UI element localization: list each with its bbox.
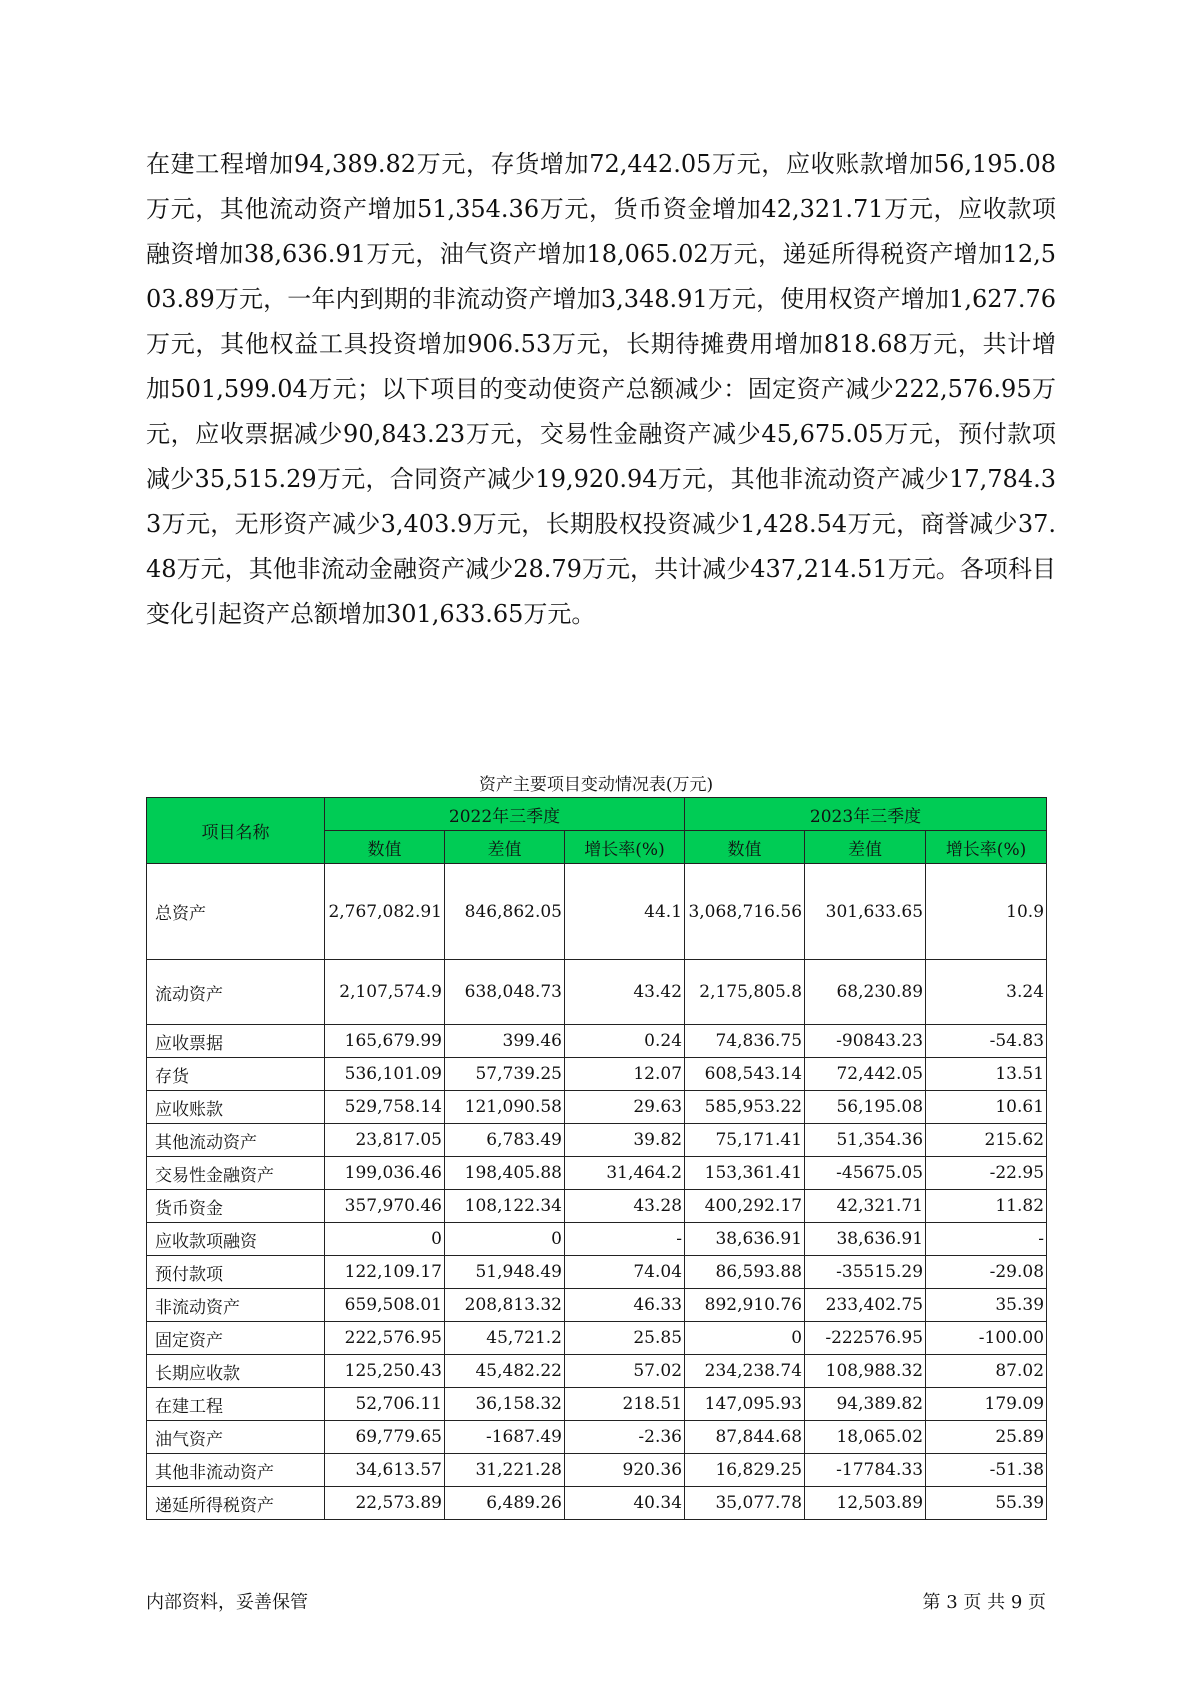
cell-value-2023: 400,292.17 bbox=[685, 1190, 805, 1223]
cell-growth-2022: 920.36 bbox=[565, 1454, 685, 1487]
cell-diff-2023: 18,065.02 bbox=[805, 1421, 926, 1454]
cell-diff-2023: -17784.33 bbox=[805, 1454, 926, 1487]
cell-growth-2022: 218.51 bbox=[565, 1388, 685, 1421]
cell-diff-2022: 51,948.49 bbox=[445, 1256, 565, 1289]
table-row bbox=[147, 1454, 1047, 1487]
cell-diff-2022: 31,221.28 bbox=[445, 1454, 565, 1487]
cell-value-2022: 536,101.09 bbox=[325, 1058, 445, 1091]
header-diff-2023: 差值 bbox=[805, 831, 926, 864]
cell-value-2023: 0 bbox=[685, 1322, 805, 1355]
cell-diff-2022: 121,090.58 bbox=[445, 1091, 565, 1124]
cell-growth-2023: 215.62 bbox=[926, 1124, 1047, 1157]
cell-growth-2022: 43.42 bbox=[565, 960, 685, 1025]
cell-growth-2022: 31,464.2 bbox=[565, 1157, 685, 1190]
cell-diff-2023: 108,988.32 bbox=[805, 1355, 926, 1388]
cell-growth-2023: 10.9 bbox=[926, 864, 1047, 960]
cell-diff-2022: 6,489.26 bbox=[445, 1487, 565, 1520]
table-row bbox=[147, 1025, 1047, 1058]
cell-growth-2023: 87.02 bbox=[926, 1355, 1047, 1388]
cell-growth-2022: 46.33 bbox=[565, 1289, 685, 1322]
cell-growth-2023: 10.61 bbox=[926, 1091, 1047, 1124]
cell-item-name: 其他流动资产 bbox=[147, 1124, 325, 1157]
cell-value-2022: 357,970.46 bbox=[325, 1190, 445, 1223]
cell-value-2022: 23,817.05 bbox=[325, 1124, 445, 1157]
cell-diff-2022: 638,048.73 bbox=[445, 960, 565, 1025]
cell-diff-2023: 233,402.75 bbox=[805, 1289, 926, 1322]
table-row bbox=[147, 1058, 1047, 1091]
header-value-2023: 数值 bbox=[685, 831, 805, 864]
table-row bbox=[147, 1157, 1047, 1190]
cell-growth-2023: 35.39 bbox=[926, 1289, 1047, 1322]
cell-growth-2023: 55.39 bbox=[926, 1487, 1047, 1520]
cell-item-name: 交易性金融资产 bbox=[147, 1157, 325, 1190]
cell-diff-2023: -35515.29 bbox=[805, 1256, 926, 1289]
cell-diff-2023: -222576.95 bbox=[805, 1322, 926, 1355]
cell-growth-2022: 39.82 bbox=[565, 1124, 685, 1157]
cell-growth-2022: 12.07 bbox=[565, 1058, 685, 1091]
cell-growth-2023: 11.82 bbox=[926, 1190, 1047, 1223]
footer-page-number: 第 3 页 共 9 页 bbox=[922, 1592, 1046, 1613]
cell-diff-2022: 45,721.2 bbox=[445, 1322, 565, 1355]
table-row bbox=[147, 1487, 1047, 1520]
cell-value-2022: 52,706.11 bbox=[325, 1388, 445, 1421]
cell-diff-2023: -90843.23 bbox=[805, 1025, 926, 1058]
cell-growth-2023: -29.08 bbox=[926, 1256, 1047, 1289]
table-row bbox=[147, 1190, 1047, 1223]
cell-diff-2023: 94,389.82 bbox=[805, 1388, 926, 1421]
cell-value-2022: 125,250.43 bbox=[325, 1355, 445, 1388]
cell-diff-2023: 42,321.71 bbox=[805, 1190, 926, 1223]
cell-item-name: 非流动资产 bbox=[147, 1289, 325, 1322]
cell-value-2022: 2,107,574.9 bbox=[325, 960, 445, 1025]
cell-growth-2022: 25.85 bbox=[565, 1322, 685, 1355]
cell-value-2023: 153,361.41 bbox=[685, 1157, 805, 1190]
table-row bbox=[147, 1355, 1047, 1388]
cell-item-name: 长期应收款 bbox=[147, 1355, 325, 1388]
cell-value-2023: 892,910.76 bbox=[685, 1289, 805, 1322]
cell-value-2022: 34,613.57 bbox=[325, 1454, 445, 1487]
cell-value-2023: 86,593.88 bbox=[685, 1256, 805, 1289]
cell-diff-2022: 208,813.32 bbox=[445, 1289, 565, 1322]
cell-growth-2023: 13.51 bbox=[926, 1058, 1047, 1091]
cell-diff-2022: 57,739.25 bbox=[445, 1058, 565, 1091]
cell-value-2023: 234,238.74 bbox=[685, 1355, 805, 1388]
table-row bbox=[147, 1256, 1047, 1289]
cell-value-2023: 38,636.91 bbox=[685, 1223, 805, 1256]
cell-item-name: 应收账款 bbox=[147, 1091, 325, 1124]
cell-growth-2023: 179.09 bbox=[926, 1388, 1047, 1421]
cell-growth-2023: - bbox=[926, 1223, 1047, 1256]
cell-diff-2022: 399.46 bbox=[445, 1025, 565, 1058]
cell-value-2023: 3,068,716.56 bbox=[685, 864, 805, 960]
cell-growth-2022: 57.02 bbox=[565, 1355, 685, 1388]
cell-item-name: 总资产 bbox=[147, 864, 325, 960]
cell-item-name: 在建工程 bbox=[147, 1388, 325, 1421]
cell-value-2023: 608,543.14 bbox=[685, 1058, 805, 1091]
cell-diff-2022: 36,158.32 bbox=[445, 1388, 565, 1421]
cell-item-name: 预付款项 bbox=[147, 1256, 325, 1289]
cell-diff-2023: -45675.05 bbox=[805, 1157, 926, 1190]
table-row bbox=[147, 1124, 1047, 1157]
cell-diff-2022: 198,405.88 bbox=[445, 1157, 565, 1190]
cell-item-name: 应收款项融资 bbox=[147, 1223, 325, 1256]
cell-value-2023: 74,836.75 bbox=[685, 1025, 805, 1058]
header-diff-2022: 差值 bbox=[445, 831, 565, 864]
cell-item-name: 流动资产 bbox=[147, 960, 325, 1025]
header-growth-2022: 增长率(%) bbox=[565, 831, 685, 864]
header-item-name: 项目名称 bbox=[147, 798, 325, 864]
cell-growth-2022: 44.1 bbox=[565, 864, 685, 960]
header-value-2022: 数值 bbox=[325, 831, 445, 864]
cell-diff-2022: -1687.49 bbox=[445, 1421, 565, 1454]
cell-growth-2022: - bbox=[565, 1223, 685, 1256]
table-row bbox=[147, 1289, 1047, 1322]
cell-value-2022: 222,576.95 bbox=[325, 1322, 445, 1355]
cell-item-name: 应收票据 bbox=[147, 1025, 325, 1058]
cell-value-2022: 2,767,082.91 bbox=[325, 864, 445, 960]
table-row bbox=[147, 1322, 1047, 1355]
cell-growth-2022: 74.04 bbox=[565, 1256, 685, 1289]
header-period-2022: 2022年三季度 bbox=[325, 798, 685, 831]
table-row bbox=[147, 960, 1047, 1025]
footer-confidential-note: 内部资料，妥善保管 bbox=[146, 1592, 308, 1613]
header-growth-2023: 增长率(%) bbox=[926, 831, 1047, 864]
cell-diff-2023: 12,503.89 bbox=[805, 1487, 926, 1520]
cell-item-name: 存货 bbox=[147, 1058, 325, 1091]
table-row bbox=[147, 1091, 1047, 1124]
table-row bbox=[147, 1421, 1047, 1454]
cell-value-2023: 2,175,805.8 bbox=[685, 960, 805, 1025]
cell-diff-2023: 72,442.05 bbox=[805, 1058, 926, 1091]
cell-diff-2023: 56,195.08 bbox=[805, 1091, 926, 1124]
cell-value-2023: 147,095.93 bbox=[685, 1388, 805, 1421]
cell-value-2022: 22,573.89 bbox=[325, 1487, 445, 1520]
cell-item-name: 其他非流动资产 bbox=[147, 1454, 325, 1487]
cell-value-2023: 87,844.68 bbox=[685, 1421, 805, 1454]
table-row bbox=[147, 864, 1047, 960]
cell-growth-2023: -54.83 bbox=[926, 1025, 1047, 1058]
cell-growth-2022: 29.63 bbox=[565, 1091, 685, 1124]
cell-diff-2023: 51,354.36 bbox=[805, 1124, 926, 1157]
asset-change-table bbox=[146, 797, 1047, 1520]
cell-growth-2023: -100.00 bbox=[926, 1322, 1047, 1355]
cell-item-name: 固定资产 bbox=[147, 1322, 325, 1355]
cell-diff-2022: 45,482.22 bbox=[445, 1355, 565, 1388]
cell-diff-2023: 301,633.65 bbox=[805, 864, 926, 960]
cell-growth-2022: 43.28 bbox=[565, 1190, 685, 1223]
table-row bbox=[147, 1388, 1047, 1421]
cell-value-2022: 659,508.01 bbox=[325, 1289, 445, 1322]
cell-value-2022: 529,758.14 bbox=[325, 1091, 445, 1124]
cell-diff-2023: 68,230.89 bbox=[805, 960, 926, 1025]
cell-growth-2022: 40.34 bbox=[565, 1487, 685, 1520]
cell-growth-2023: 3.24 bbox=[926, 960, 1047, 1025]
cell-diff-2022: 108,122.34 bbox=[445, 1190, 565, 1223]
cell-value-2022: 69,779.65 bbox=[325, 1421, 445, 1454]
cell-value-2022: 199,036.46 bbox=[325, 1157, 445, 1190]
table-row bbox=[147, 1223, 1047, 1256]
cell-value-2022: 122,109.17 bbox=[325, 1256, 445, 1289]
cell-diff-2022: 0 bbox=[445, 1223, 565, 1256]
cell-item-name: 货币资金 bbox=[147, 1190, 325, 1223]
cell-growth-2023: -22.95 bbox=[926, 1157, 1047, 1190]
header-period-2023: 2023年三季度 bbox=[685, 798, 1047, 831]
cell-item-name: 油气资产 bbox=[147, 1421, 325, 1454]
table-title: 资产主要项目变动情况表(万元) bbox=[478, 775, 714, 795]
cell-value-2023: 585,953.22 bbox=[685, 1091, 805, 1124]
cell-growth-2023: -51.38 bbox=[926, 1454, 1047, 1487]
body-paragraph: 在建工程增加94,389.82万元，存货增加72,442.05万元，应收账款增加56,195.08万元，其他流动资产增加51,354.36万元，货币资金增加42,321.71万元，应收款项融资增加38,636.91万元，油气资产增加18,065.02万元，递延所得税资产增加12,503.89万元，一年内到期的非流动资产增加3,348.91万元，使用权资产增加1,627.76万元，其他权益工具投资增加906.53万元，长期待摊费用增加818.68万元，共计增加501,599.04万元；以下项目的变动使资产总额减少：固定资产减少222,576.95万元，应收票据减少90,843.23万元，交易性金融资产减少45,675.05万元，预付款项减少35,515.29万元，合同资产减少19,920.94万元，其他非流动资产减少17,784.33万元，无形资产减少3,403.9万元，长期股权投资减少1,428.54万元，商誉减少37.48万元，其他非流动金融资产减少28.79万元，共计减少437,214.51万元。各项科目变化引起资产总额增加301,633.65万元。 bbox=[146, 150, 1056, 628]
cell-value-2023: 16,829.25 bbox=[685, 1454, 805, 1487]
cell-value-2023: 75,171.41 bbox=[685, 1124, 805, 1157]
cell-value-2023: 35,077.78 bbox=[685, 1487, 805, 1520]
cell-growth-2022: -2.36 bbox=[565, 1421, 685, 1454]
cell-value-2022: 165,679.99 bbox=[325, 1025, 445, 1058]
cell-diff-2022: 6,783.49 bbox=[445, 1124, 565, 1157]
cell-diff-2023: 38,636.91 bbox=[805, 1223, 926, 1256]
cell-growth-2022: 0.24 bbox=[565, 1025, 685, 1058]
cell-growth-2023: 25.89 bbox=[926, 1421, 1047, 1454]
cell-value-2022: 0 bbox=[325, 1223, 445, 1256]
cell-diff-2022: 846,862.05 bbox=[445, 864, 565, 960]
cell-item-name: 递延所得税资产 bbox=[147, 1487, 325, 1520]
